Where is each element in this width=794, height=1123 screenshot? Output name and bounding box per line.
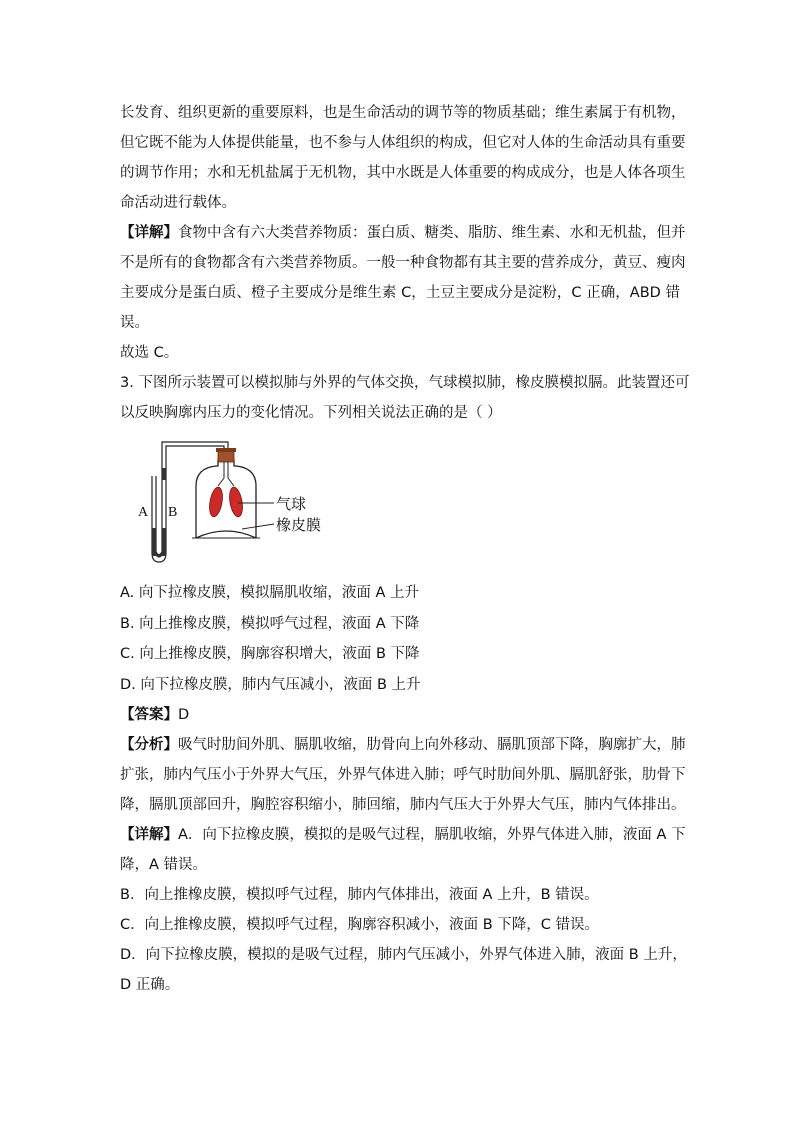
label-balloon: 气球 [276, 495, 307, 513]
balloon-left [207, 486, 224, 518]
text-line: 误。 [120, 315, 149, 331]
text-line: 主要成分是蛋白质、橙子主要成分是维生素 C，土豆主要成分是淀粉，C 正确，ABD 错 [120, 285, 680, 301]
label-b: B [168, 505, 178, 520]
text-line: B．向上推橡皮膜，模拟呼气过程，肺内气体排出，液面 A 上升，B 错误。 [120, 887, 599, 903]
text-line: 降，膈肌顶部回升，胸腔容积缩小，肺回缩，肺内气压大于外界大气压，肺内气体排出。 [120, 797, 686, 813]
rubber-membrane [196, 531, 256, 538]
detail-line [120, 820, 686, 850]
detail-text: 食物中含有六大类营养物质：蛋白质、糖类、脂肪、维生素、水和无机盐，但并 [178, 225, 686, 241]
option-b: B. 向上推橡皮膜，模拟呼气过程，液面 A 下降 [120, 615, 420, 632]
document-page [120, 98, 690, 1000]
analysis-line [120, 730, 686, 760]
text-line: 降，A 错误。 [120, 857, 208, 873]
detail-tag: 【详解】 [120, 225, 178, 241]
text-line: 长发育、组织更新的重要原料，也是生命活动的调节等的物质基础；维生素属于有机物， [120, 105, 686, 121]
option-a: A. 向下拉橡皮膜，模拟膈肌收缩，液面 A 上升 [120, 585, 420, 601]
detail-tag: 【详解】 [120, 827, 178, 843]
apparatus-figure [120, 428, 680, 578]
bell-jar [196, 460, 256, 538]
text-line: 的调节作用；水和无机盐属于无机物，其中水既是人体重要的构成成分，也是人体各项生 [120, 165, 686, 181]
question-stem: 以反映胸廓内压力的变化情况。下列相关说法正确的是（ ） [120, 405, 502, 421]
text-line: D 正确。 [120, 977, 180, 993]
text-line: 但它既不能为人体提供能量，也不参与人体组织的构成，但它对人体的生命活动具有重要 [120, 135, 686, 151]
option-c: C. 向上推橡皮膜，胸廓容积增大，液面 B 下降 [120, 646, 420, 662]
text-line: 不是所有的食物都含有六类营养物质。一般一种食物都有其主要的营养成分，黄豆、瘦肉 [120, 255, 686, 271]
text-line: 命活动进行载体。 [120, 195, 236, 211]
text-line: C．向上推橡皮膜，模拟呼气过程，胸廓容积减小，液面 B 下降，C 错误。 [120, 917, 600, 933]
text-line: D．向下拉橡皮膜，模拟的是吸气过程，肺内气压减小，外界气体进入肺，液面 B 上升， [120, 947, 687, 963]
detail-text: A．向下拉橡皮膜，模拟的是吸气过程，膈肌收缩，外界气体进入肺，液面 A 下 [178, 827, 686, 843]
answer-line [120, 700, 680, 730]
label-membrane: 橡皮膜 [276, 516, 322, 534]
answer-value: D [178, 707, 190, 723]
conclusion-line: 故选 C。 [120, 345, 179, 361]
apparatus-diagram [130, 438, 350, 568]
text-line: 扩张，肺内气压小于外界大气压，外界气体进入肺；呼气时肋间外肌、膈肌舒张，肋骨下 [120, 767, 686, 783]
answer-tag: 【答案】 [120, 707, 178, 723]
analysis-tag: 【分析】 [120, 737, 178, 753]
question-stem: 3. 下图所示装置可以模拟肺与外界的气体交换，气球模拟肺，橡皮膜模拟膈。此装置还可 [120, 375, 690, 391]
analysis-text: 吸气时肋间外肌、膈肌收缩，肋骨向上向外移动、膈肌顶部下降，胸廓扩大，肺 [178, 737, 686, 753]
option-d: D. 向下拉橡皮膜，肺内气压减小，液面 B 上升 [120, 676, 421, 693]
label-a: A [138, 505, 149, 520]
balloon-right [227, 486, 244, 518]
detail-line [120, 218, 686, 248]
